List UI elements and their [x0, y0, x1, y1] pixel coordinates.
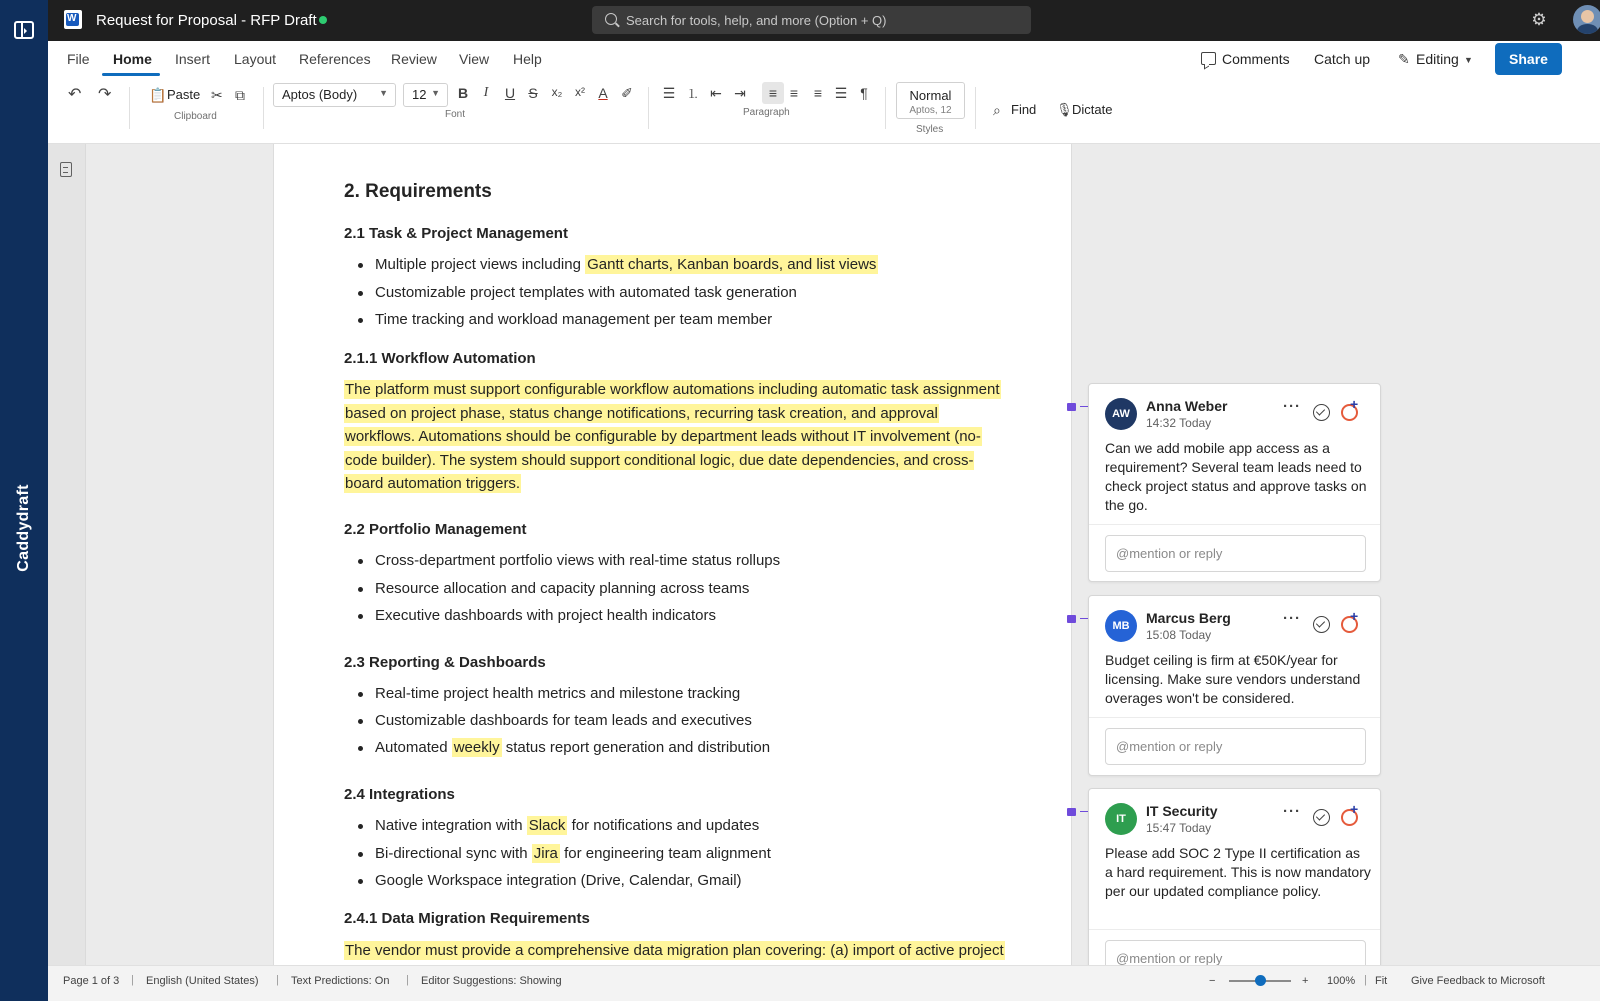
- comment-time: 14:32 Today: [1146, 416, 1212, 430]
- paragraph-mark-icon[interactable]: ¶: [860, 85, 868, 101]
- comment-marker[interactable]: [1067, 808, 1076, 816]
- bullets-icon[interactable]: ☰: [662, 85, 676, 101]
- list-item: Cross-department portfolio views with real-time status rollups: [375, 552, 781, 569]
- comment-text: Budget ceiling is firm at €50K/year for licensing. Make sure vendors understand overages won't be considered.: [1105, 652, 1361, 706]
- chevron-down-icon[interactable]: ▼: [1464, 55, 1473, 65]
- list-item: Customizable dashboards for team leads and executives: [375, 712, 752, 729]
- increase-indent-icon[interactable]: ⇥: [734, 85, 746, 101]
- document-title[interactable]: Request for Proposal - RFP Draft: [96, 12, 317, 29]
- share-button[interactable]: Share: [1495, 43, 1562, 75]
- status-bar: [48, 965, 1600, 1001]
- give-feedback-link[interactable]: Give Feedback to Microsoft: [1411, 975, 1545, 987]
- loop-add-icon[interactable]: [1341, 404, 1358, 421]
- status-separator: |: [1364, 974, 1367, 986]
- tab-layout[interactable]: Layout: [234, 51, 277, 67]
- font-name-select[interactable]: [273, 83, 396, 107]
- list-item: Bi-directional sync with Jira for engineering team alignment: [375, 845, 771, 862]
- title-bar: [48, 0, 1600, 41]
- list-item: Automated weekly status report generation and distribution: [375, 739, 771, 756]
- font-color-icon[interactable]: A: [598, 85, 608, 101]
- superscript-icon[interactable]: x²: [575, 85, 585, 99]
- ribbon-divider: [648, 87, 649, 129]
- tab-home[interactable]: Home: [113, 51, 152, 67]
- left-rail: [0, 0, 48, 1001]
- clipboard-group-label: Clipboard: [174, 111, 217, 122]
- document-page[interactable]: [273, 144, 1072, 965]
- migration-paragraph: The vendor must provide a comprehensive data migration plan covering: (a) import of active project: [345, 942, 1004, 959]
- comment-text: Can we add mobile app access as a requirement? Several team leads need to check project status and approve tasks on the go.: [1105, 440, 1367, 513]
- style-font: Aptos, 12: [909, 105, 952, 116]
- ribbon-divider: [129, 87, 130, 129]
- reply-input[interactable]: [1105, 535, 1366, 572]
- user-avatar[interactable]: [1573, 5, 1600, 34]
- comment-time: 15:08 Today: [1146, 628, 1212, 642]
- style-normal-button[interactable]: [896, 82, 965, 119]
- fit-button[interactable]: Fit: [1375, 975, 1388, 987]
- editor-suggestions-status[interactable]: Editor Suggestions: Showing: [421, 975, 562, 987]
- pencil-icon: ✎: [1398, 51, 1410, 67]
- resolve-check-icon[interactable]: [1313, 616, 1330, 633]
- find-icon: ⌕: [993, 102, 1001, 118]
- sidebar-toggle-icon[interactable]: [14, 21, 34, 39]
- status-separator: |: [276, 974, 279, 986]
- tab-insert[interactable]: Insert: [175, 51, 211, 67]
- status-separator: |: [131, 974, 134, 986]
- copy-icon[interactable]: ⧉: [235, 87, 245, 103]
- comment-time: 15:47 Today: [1146, 821, 1212, 835]
- list-item: Google Workspace integration (Drive, Calendar, Gmail): [375, 872, 742, 889]
- list-item: Customizable project templates with automated task generation: [375, 284, 797, 301]
- status-separator: |: [406, 974, 409, 986]
- zoom-level[interactable]: 100%: [1327, 975, 1356, 987]
- reply-input[interactable]: [1105, 728, 1366, 765]
- comment-card[interactable]: [1088, 788, 1381, 978]
- saved-status-dot: [319, 16, 327, 24]
- bold-icon[interactable]: B: [457, 85, 469, 101]
- resolve-check-icon[interactable]: [1313, 809, 1330, 826]
- align-right-icon[interactable]: ≡: [813, 85, 823, 101]
- zoom-in-button[interactable]: +: [1302, 975, 1309, 987]
- comment-card[interactable]: [1088, 595, 1381, 776]
- search-icon: [605, 13, 617, 25]
- styles-group-label: Styles: [916, 124, 944, 135]
- tab-file[interactable]: File: [67, 51, 90, 67]
- find-button[interactable]: Find: [1011, 102, 1037, 117]
- rail-brand-label: Caddydraft: [15, 484, 32, 572]
- loop-add-icon[interactable]: [1341, 616, 1358, 633]
- chevron-down-icon: ▼: [379, 88, 388, 98]
- resolve-check-icon[interactable]: [1313, 404, 1330, 421]
- decrease-indent-icon[interactable]: ⇤: [710, 85, 722, 101]
- style-name: Normal: [909, 88, 952, 103]
- ribbon-divider: [263, 87, 264, 129]
- list-item: Time tracking and workload management per team member: [375, 311, 773, 328]
- text-predictions-status[interactable]: Text Predictions: On: [291, 975, 390, 987]
- page-count[interactable]: Page 1 of 3: [63, 975, 120, 987]
- heading-2-2: 2.2 Portfolio Management: [344, 521, 527, 538]
- italic-icon[interactable]: I: [483, 85, 489, 100]
- document-canvas: [48, 144, 1600, 965]
- highlighted-text: Jira: [533, 845, 558, 862]
- document-outline-icon[interactable]: [60, 162, 72, 177]
- more-options-icon[interactable]: ···: [1283, 610, 1301, 627]
- list-item: Real-time project health metrics and milestone tracking: [375, 685, 741, 702]
- list-item: Multiple project views including Gantt charts, Kanban boards, and list views: [375, 256, 877, 273]
- word-app-icon: [64, 10, 82, 29]
- list-item: Executive dashboards with project health indicators: [375, 607, 717, 624]
- tab-view[interactable]: View: [459, 51, 490, 67]
- ribbon-divider: [975, 87, 976, 129]
- heading-2-3: 2.3 Reporting & Dashboards: [344, 654, 546, 671]
- list-item: Resource allocation and capacity planning across teams: [375, 580, 750, 597]
- heading-2-4: 2.4 Integrations: [344, 786, 455, 803]
- font-size-select[interactable]: [403, 83, 448, 107]
- highlighted-text: Slack: [528, 817, 566, 834]
- zoom-slider-thumb[interactable]: [1255, 975, 1266, 986]
- comment-divider: [1089, 717, 1380, 718]
- font-group-label: Font: [445, 109, 466, 120]
- redo-icon[interactable]: ↷: [98, 86, 112, 103]
- chevron-down-icon: ▼: [431, 88, 440, 98]
- comment-avatar: IT: [1105, 803, 1137, 835]
- search-box[interactable]: [592, 6, 1031, 34]
- active-tab-indicator: [102, 73, 160, 76]
- editing-mode-button[interactable]: Editing: [1416, 51, 1459, 67]
- comment-divider: [1089, 929, 1380, 930]
- tab-review[interactable]: Review: [391, 51, 437, 67]
- comment-avatar: AW: [1105, 398, 1137, 430]
- workflow-paragraph: The platform must support configurable workflow automations including automatic task assignment based on project phase, status change notifications, recurring task creation, and approval workflows. Automations should be configurable by department leads without IT involvement (no- code builder). The system should support conditional logic, due date dependencies, and cross- board automation triggers.: [345, 381, 1000, 492]
- zoom-out-button[interactable]: −: [1209, 975, 1216, 987]
- highlighted-text: weekly: [453, 739, 500, 756]
- more-options-icon[interactable]: ···: [1283, 398, 1301, 415]
- loop-add-icon[interactable]: [1341, 809, 1358, 826]
- highlighter-icon[interactable]: ✐: [621, 85, 633, 101]
- more-options-icon[interactable]: ···: [1283, 803, 1301, 820]
- list-item: Native integration with Slack for notifications and updates: [375, 817, 760, 834]
- underline-icon[interactable]: U: [504, 85, 516, 101]
- comment-divider: [1089, 524, 1380, 525]
- comment-author: Marcus Berg: [1146, 610, 1231, 626]
- language-status[interactable]: English (United States): [146, 975, 259, 987]
- comment-avatar: MB: [1105, 610, 1137, 642]
- justify-icon[interactable]: ☰: [834, 85, 848, 101]
- clipboard-icon[interactable]: 📋: [149, 87, 167, 103]
- heading-2-4-1: 2.4.1 Data Migration Requirements: [344, 910, 590, 927]
- tab-references[interactable]: References: [299, 51, 371, 67]
- microphone-icon: 🎙: [1056, 102, 1073, 117]
- undo-icon[interactable]: ↶: [68, 86, 82, 103]
- paste-button[interactable]: Paste: [167, 87, 201, 102]
- align-center-icon[interactable]: ≡: [789, 85, 799, 101]
- comment-marker[interactable]: [1067, 403, 1076, 411]
- navigation-strip: [48, 144, 86, 965]
- numbering-icon[interactable]: ⒈: [686, 87, 699, 101]
- comment-text: Please add SOC 2 Type II certification as a hard requirement. This is now mandatory per our updated compliance policy.: [1105, 845, 1371, 899]
- heading-2-1: 2.1 Task & Project Management: [344, 225, 568, 242]
- search-placeholder[interactable]: Search for tools, help, and more (Option + Q): [626, 13, 887, 28]
- comment-author: IT Security: [1146, 803, 1218, 819]
- highlighted-text: Gantt charts, Kanban boards, and list views: [587, 256, 877, 273]
- cut-icon[interactable]: ✂: [211, 87, 223, 103]
- strikethrough-icon[interactable]: S: [528, 85, 538, 101]
- paragraph-group-label: Paragraph: [743, 107, 790, 118]
- font-size-value: 12: [412, 87, 427, 102]
- heading-2-1-1: 2.1.1 Workflow Automation: [344, 350, 536, 367]
- comment-icon: [1201, 52, 1216, 65]
- tab-help[interactable]: Help: [513, 51, 542, 67]
- gear-icon[interactable]: ⚙: [1531, 10, 1547, 29]
- dictate-button[interactable]: Dictate: [1072, 102, 1113, 117]
- catch-up-button[interactable]: Catch up: [1314, 51, 1371, 67]
- menu-bar: [48, 41, 1600, 77]
- comments-button[interactable]: Comments: [1222, 51, 1290, 67]
- align-left-icon[interactable]: ≡: [768, 85, 778, 101]
- comment-author: Anna Weber: [1146, 398, 1228, 414]
- subscript-icon[interactable]: x₂: [551, 85, 563, 99]
- comment-card[interactable]: [1088, 383, 1381, 582]
- ribbon: [48, 77, 1600, 144]
- ribbon-divider: [885, 87, 886, 129]
- font-name-value: Aptos (Body): [282, 87, 358, 102]
- comment-marker[interactable]: [1067, 615, 1076, 623]
- heading-requirements: 2. Requirements: [344, 181, 492, 202]
